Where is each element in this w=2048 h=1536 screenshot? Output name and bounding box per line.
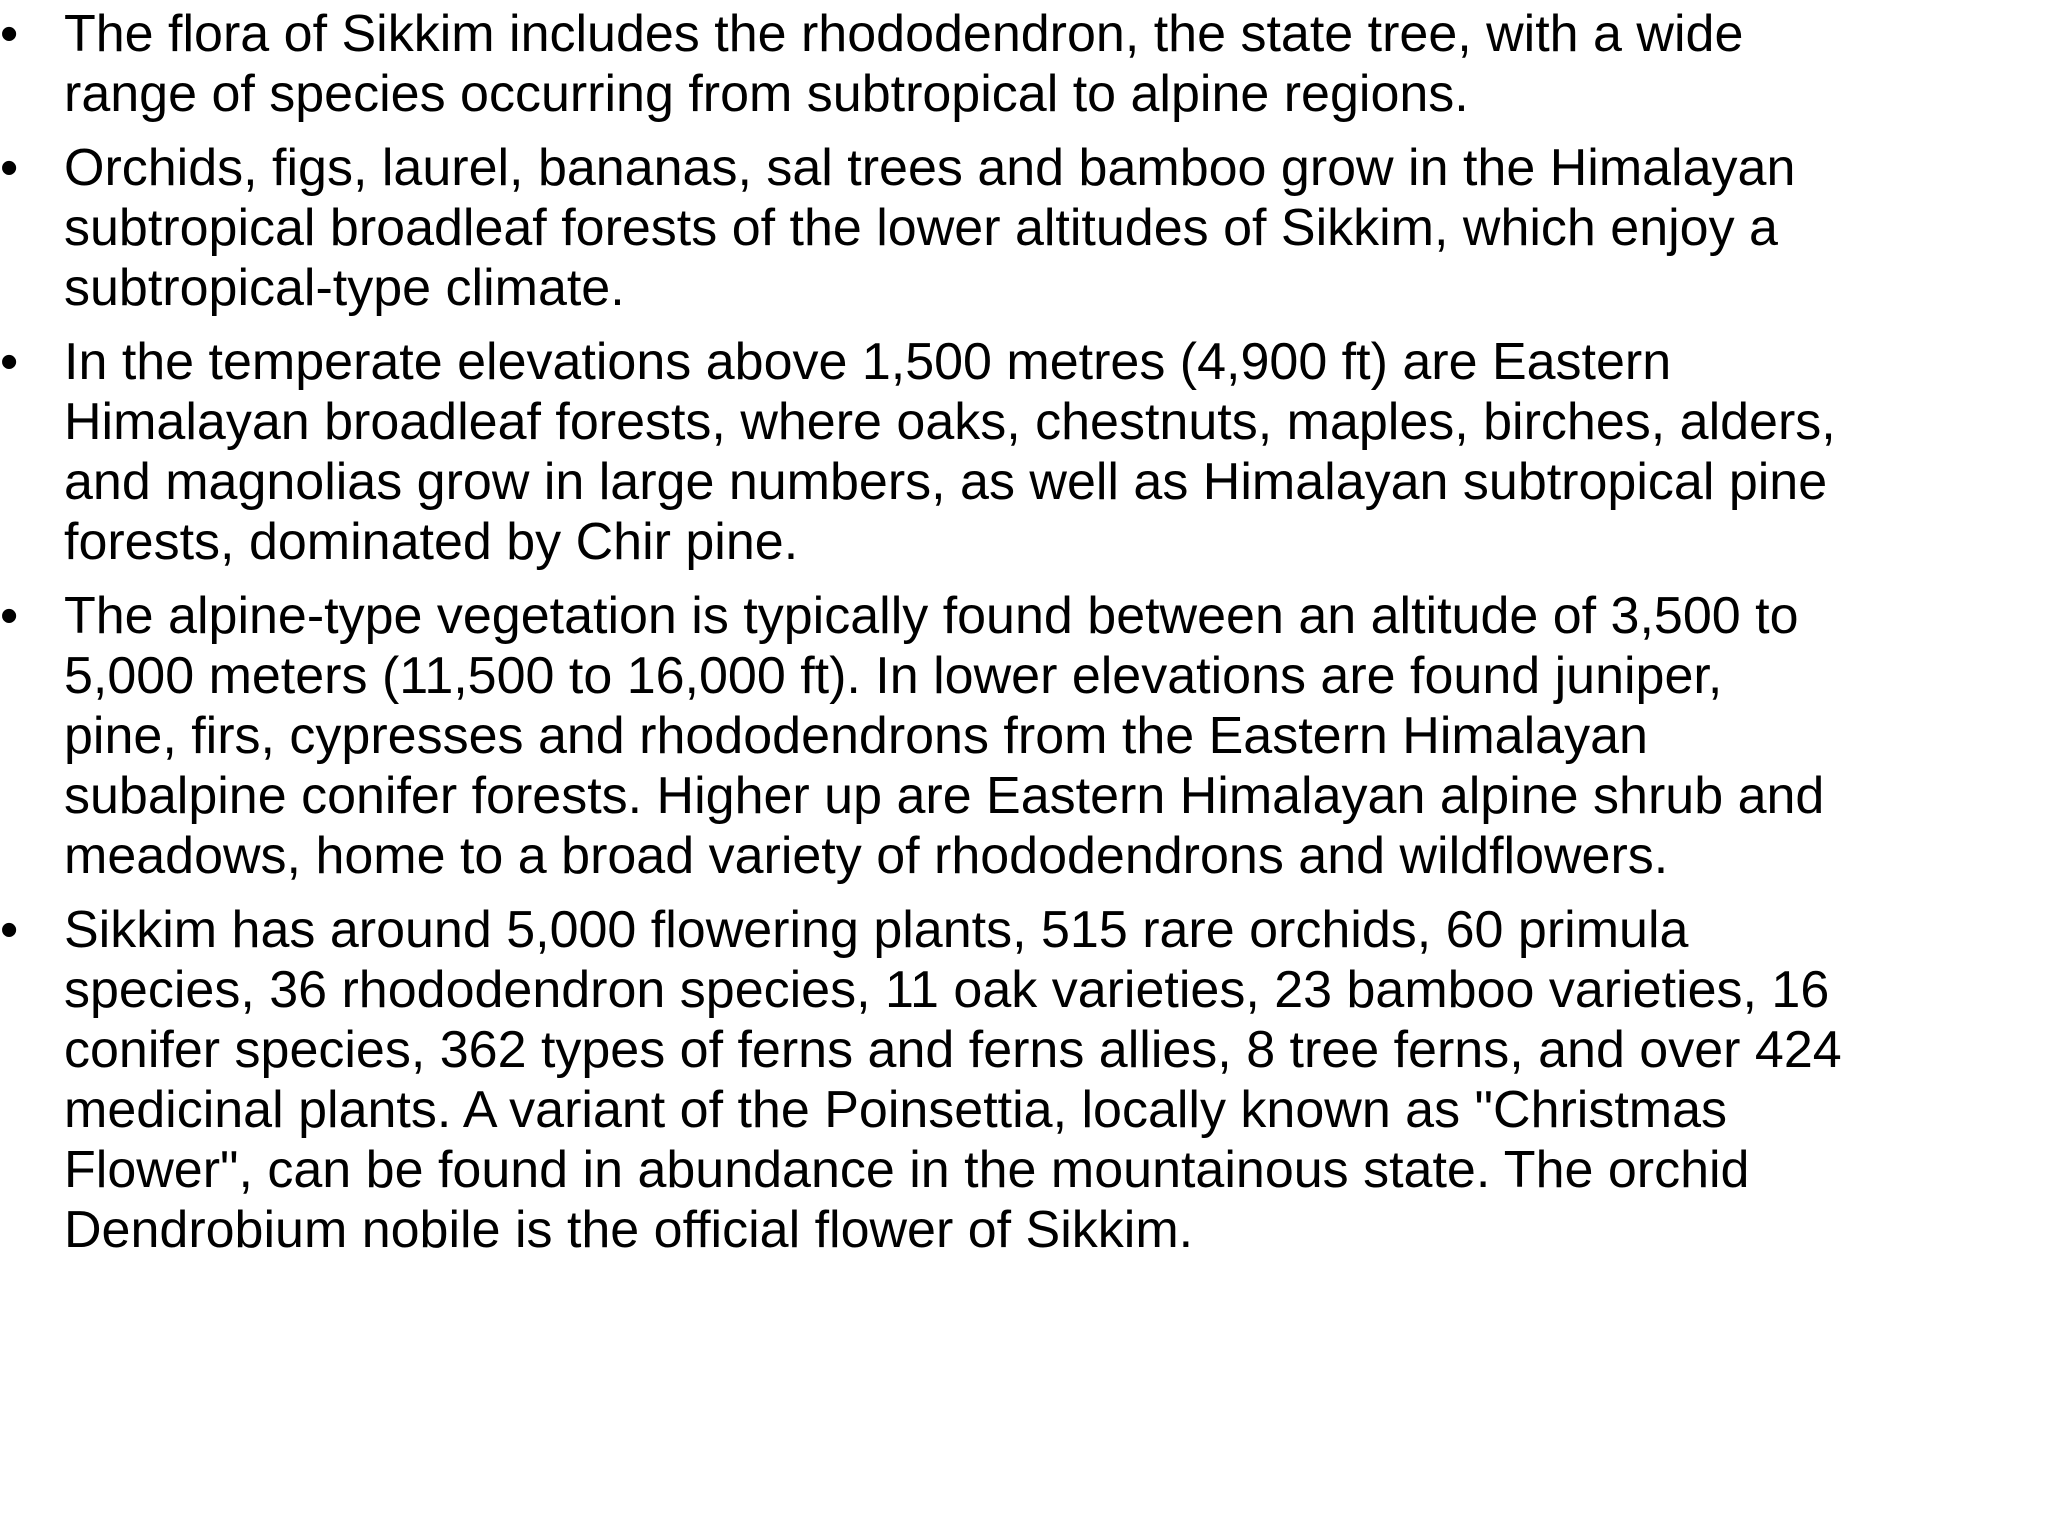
bullet-item xyxy=(0,332,2040,572)
bullet-icon: • xyxy=(0,587,19,645)
bullet-item xyxy=(0,900,2040,1260)
bullet-line: 5,000 meters (11,500 to 16,000 ft). In lower elevations are found juniper, xyxy=(64,647,1723,705)
bullet-line: In the temperate elevations above 1,500 metres (4,900 ft) are Eastern xyxy=(64,333,1672,391)
bullet-line: Orchids, figs, laurel, bananas, sal trees and bamboo grow in the Himalayan xyxy=(64,139,1796,197)
bullet-line: The flora of Sikkim includes the rhododendron, the state tree, with a wide xyxy=(64,5,1744,63)
bullet-line: Sikkim has around 5,000 flowering plants, 515 rare orchids, 60 primula xyxy=(64,901,1689,959)
bullet-line: subalpine conifer forests. Higher up are Eastern Himalayan alpine shrub and xyxy=(64,767,1825,825)
bullet-line: pine, firs, cypresses and rhododendrons from the Eastern Himalayan xyxy=(64,707,1648,765)
bullet-list xyxy=(0,4,2040,1274)
bullet-item xyxy=(0,138,2040,318)
bullet-line: subtropical broadleaf forests of the lower altitudes of Sikkim, which enjoy a xyxy=(64,199,1778,257)
bullet-line: Himalayan broadleaf forests, where oaks, chestnuts, maples, birches, alders, xyxy=(64,393,1836,451)
bullet-line: Dendrobium nobile is the official flower of Sikkim. xyxy=(64,1201,1194,1259)
bullet-line: medicinal plants. A variant of the Poinsettia, locally known as "Christmas xyxy=(64,1081,1728,1139)
bullet-item xyxy=(0,586,2040,886)
bullet-item xyxy=(0,4,2040,124)
bullet-line: and magnolias grow in large numbers, as well as Himalayan subtropical pine xyxy=(64,453,1828,511)
bullet-line: species, 36 rhododendron species, 11 oak varieties, 23 bamboo varieties, 16 xyxy=(64,961,1830,1019)
bullet-line: subtropical-type climate. xyxy=(64,259,625,317)
bullet-line: range of species occurring from subtropical to alpine regions. xyxy=(64,65,1469,123)
bullet-line: Flower", can be found in abundance in the mountainous state. The orchid xyxy=(64,1141,1750,1199)
bullet-icon: • xyxy=(0,5,19,63)
bullet-line: conifer species, 362 types of ferns and ferns allies, 8 tree ferns, and over 424 xyxy=(64,1021,1842,1079)
bullet-icon: • xyxy=(0,333,19,391)
bullet-line: The alpine-type vegetation is typically found between an altitude of 3,500 to xyxy=(64,587,1799,645)
bullet-line: forests, dominated by Chir pine. xyxy=(64,513,799,571)
bullet-line: meadows, home to a broad variety of rhododendrons and wildflowers. xyxy=(64,827,1669,885)
bullet-icon: • xyxy=(0,139,19,197)
bullet-icon: • xyxy=(0,901,19,959)
